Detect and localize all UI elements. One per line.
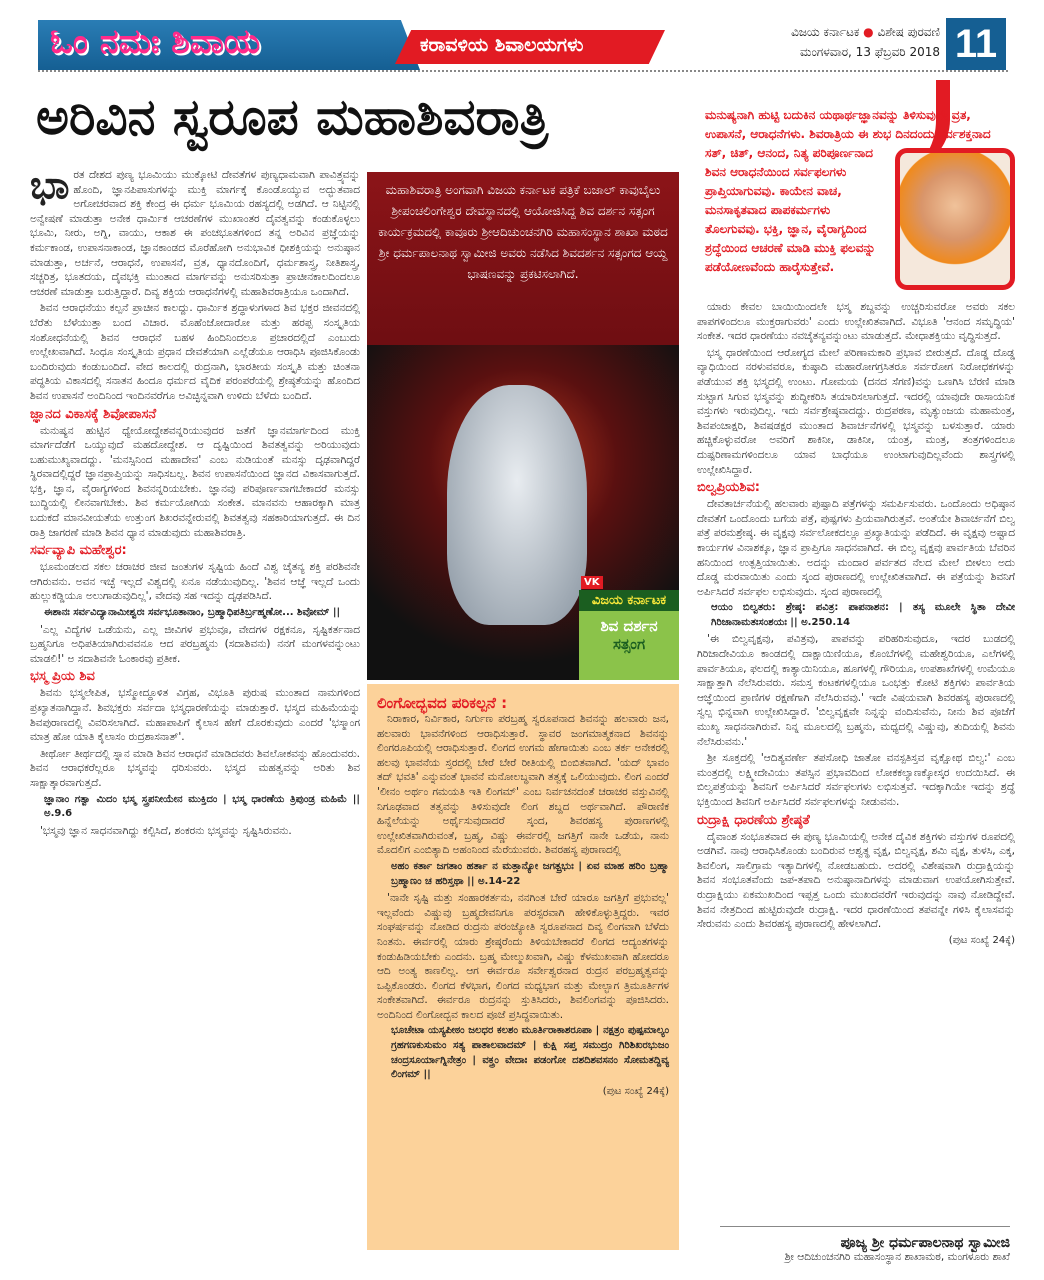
headline: ಅರಿವಿನ ಸ್ವರೂಪ ಮಹಾಶಿವರಾತ್ರಿ (36, 88, 549, 146)
left-column (30, 168, 360, 1278)
paragraph: ಭೂಮಂಡಲದ ಸಕಲ ಚರಾಚರ ಜೀವ ಜಂತುಗಳ ಸೃಷ್ಟಿಯ ಹಿಂದೆ ವಿಶ್ವ ಚೈತನ್ಯ ಶಕ್ತಿ ಪರಶಿವನೇ ಆಗಿರುವನು. ಅವನ ಇಚ್ಛೆ ಇಲ್ಲದೆ ವಿಶ್ವದಲ್ಲಿ ಏನೂ ನಡೆಯುವುದಿಲ್ಲ. 'ಶಿವನ ಆಜ್ಞೆ ಇಲ್ಲದೆ ಒಂದು ಹುಲ್ಲುಕಡ್ಡಿಯೂ ಅಲುಗಾಡುವುದಿಲ್ಲ', ವೇದವು ಸಹ ಇದನ್ನು ದೃಢಪಡಿಸಿದೆ. (30, 561, 360, 603)
page-number: 11 (946, 18, 1006, 70)
verse: ಜ್ಞಾನಾಂ ಗತ್ವಾ ಮಿದಂ ಭಸ್ಮ ಸ್ತ್ರಪನೀಯೇನ ಮುಕ್ತಿದಂ | ಭಸ್ಮ ಧಾರಣೆಯ ತ್ರಿಪುಂಡ್ರ ಮಹಿಮೆ || ಅ.9.6 (44, 793, 360, 820)
author-name: ಪೂಜ್ಯ ಶ್ರೀ ಧರ್ಮಪಾಲನಾಥ ಸ್ವಾಮೀಜಿ (840, 1235, 1010, 1251)
subheading: ಬಿಲ್ವಪ್ರಿಯಶಿವ: (697, 480, 760, 496)
verse: ಆಯಂ ಬಿಲ್ವತರು: ಶ್ರೇಷ್ಠ: ಪವಿತ್ರ: ಪಾಪನಾಶನ: | ತಸ್ಯ ಮೂಲೇ ಸ್ಥಿತಾ ದೇವೀ ಗಿರಿಜಾನಾಮತಃಸಂಶಯಃ || ಅ.250.14 (711, 602, 1015, 628)
paragraph: ತೀರ್ಥೋ ತೀರ್ಥದಲ್ಲಿ ಸ್ನಾನ ಮಾಡಿ ಶಿವನ ಆರಾಧನೆ ಮಾಡಿದವರು ಶಿವಲೋಕವನ್ನು ಹೊಂದುವರು. ಶಿವನ ಆರಾಧಕರೆಲ್ಲರೂ ಭಸ್ಮವನ್ನು ಧರಿಸುವರು. ಭಸ್ಮದ ಮಹತ್ವವನ್ನು ಅರಿತು ಶಿವ ಸಾಕ್ಷಾತ್ಕಾರವಾಗುತ್ತದೆ. (30, 747, 360, 789)
pull-quote: ಮನುಷ್ಯನಾಗಿ ಹುಟ್ಟಿ ಬದುಕಿನ ಯಥಾರ್ಥಜ್ಞಾನವನ್ನು ತಿಳಿಸುವುದೇ ವ್ರತ, ಉಪಾಸನೆ, ಆರಾಧನೆಗಳು. ಶಿವರಾತ್ರಿಯ ಈ ಶುಭ ದಿನದಂದು ಸರ್ವಶಕ್ತನಾದ ಸತ್, ಚಿತ್, ಆನಂದ, ನಿತ್ಯ ಪರಿಪೂರ್ಣನಾದ ಶಿವನ ಆರಾಧನೆಯಿಂದ ಸರ್ವಫಲಗಳು ಪ್ರಾಪ್ತಿಯಾಗುವವು. ಕಾಯೇನ ವಾಚ, ಮನಸಾಕೃತವಾದ ಪಾಪಕರ್ಮಗಳು ತೊಲಗುವವು. ಭಕ್ತಿ, ಜ್ಞಾನ, ವೈರಾಗ್ಯದಿಂದ ಶ್ರದ್ಧೆಯಿಂದ ಆಚರಣೆ ಮಾಡಿ ಮುಕ್ತಿ ಫಲವನ್ನು ಪಡೆಯೋಣವೆಂದು ಹಾರೈಸುತ್ತೇವೆ. (705, 108, 991, 274)
paragraph: ಶಿವನ ಆರಾಧನೆಯು ಕಲ್ಪನೆ ಪ್ರಾಚೀನ ಕಾಲದ್ದು. ಧಾರ್ಮಿಕ ಶ್ರದ್ಧಾಳುಗಳಾದ ಶಿವ ಭಕ್ತರ ಜೀವನದಲ್ಲಿ ಬೆರೆತು ಬೆಳೆಯುತ್ತಾ ಬಂದ ವಿಚಾರ. ಮೊಹೆಂಜೋದಾರೋ ಮತ್ತು ಹರಪ್ಪ ಸಂಸ್ಕೃತಿಯ ಸಂಶೋಧನೆಯಲ್ಲಿ ಶಿವನ ಆರಾಧನೆ ಬಹಳ ಹಿಂದಿನಿಂದಲೂ ಪ್ರಚಾರದಲ್ಲಿದೆ ಎಂಬುದು ಉಲ್ಲೇಖವಾಗಿದೆ. ಸಿಂಧೂ ಸಂಸ್ಕೃತಿಯ ಪ್ರಧಾನ ದೇವತೆಯಾಗಿ ಎಲ್ಲೆಡೆಯೂ ಆರಾಧಿಸಿ ಪೂಜಿಸಿಕೊಂಡು ಬಂದಿರುವುದು ಕಂಡುಬಂದಿದೆ. ವೇದ ಕಾಲದಲ್ಲಿ ರುದ್ರನಾಗಿ, ಭಾರತೀಯ ಸಂಸ್ಕೃತಿ ಮತ್ತು ಚಿಂತನಾ ಪದ್ಧತಿಯ ವಿಕಾಸದಲ್ಲಿ ಸನಾತನ ಹಿಂದೂ ಧರ್ಮದ ವೈದಿಕ ಪರಂಪರೆಯಲ್ಲಿ ಶ್ರೇಷ್ಠತೆಯನ್ನು ಹೊಂದಿದ ಶಿವನ ಉಪಾಸನೆ ಅಂದಿನಿಂದ ಇಂದಿನವರೆಗೂ ಅವಿಚ್ಛಿನ್ನವಾಗಿ ಉಳಿದು ಬೆಳೆದು ಬಂದಿದೆ. (30, 302, 360, 402)
author-signature (720, 1226, 1010, 1264)
issue-date: ಮಂಗಳವಾರ, 13 ಫೆಬ್ರವರಿ 2018 (800, 45, 940, 59)
shiva-darshana-logo (579, 577, 679, 680)
continued-note: (ಪುಟ ಸಂಖ್ಯೆ 24ಕ್ಕೆ) (948, 934, 1015, 946)
pull-quote-block (697, 106, 1015, 290)
paragraph: 'ಭಸ್ಮವು ಜ್ಞಾನ ಸಾಧನವಾಗಿದ್ದು ಕಲ್ಪಿಸಿದೆ, ಶಂಕರನು ಭಸ್ಮವನ್ನು ಸೃಷ್ಟಿಸಿರುವನು. (40, 824, 292, 837)
subheading: ಜ್ಞಾನದ ವಿಕಾಸಕ್ಕೆ ಶಿವೋಪಾಸನೆ (30, 406, 157, 422)
logo-line1: ಶಿವ ದರ್ಶನ (600, 617, 658, 635)
logo-brand: ವಿಜಯ ಕರ್ನಾಟಕ (579, 590, 679, 611)
author-affiliation: ಶ್ರೀ ಆದಿಚುಂಚನಗಿರಿ ಮಹಾಸಂಸ್ಥಾನ ಶಾಖಾಮಠ, ಮಂಗಳೂರು ಶಾಖೆ (784, 1251, 1010, 1263)
bullet-icon: ● (863, 25, 874, 39)
subheading: ಭಸ್ಮ ಪ್ರಿಯ ಶಿವ (30, 669, 95, 685)
subsection-title: ಕರಾವಳಿಯ ಶಿವಾಲಯಗಳು (420, 34, 584, 56)
right-section (697, 106, 1015, 1182)
right-column (697, 300, 1015, 950)
verse: ಭೂಚೇಟಾ ಯಸ್ಯಪೀಠಂ ಜಲಧರ ಕಲಶಂ ಮೂರ್ತಿರಾಕಾಶರೂಪಾ | ನಕ್ಷತ್ರಂ ಪುಷ್ಪಮಾಲ್ಯಂ ಗ್ರಹಗಣಕುಸುಮಂ ಸತ್ಯ ಪಾತಾಲವಾದಮ್ | ಕುಕ್ಷಿ ಸಪ್ತ ಸಮುದ್ರಂ ಗಿರಿಶಿಖರಭುಜಂ ಚಂದ್ರಸೂರ್ಯಾಗ್ನಿನೇತ್ರಂ | ವಕ್ತ್ರಂ ವೇದಾಃ ಪಡಂಗೋ ದಶದಿಶವಸನಂ ಸೋಮತದ್ದಿವ್ಯ ಲಿಂಗಮ್ || (391, 1025, 669, 1081)
box-heading: ಲಿಂಗೋದ್ಭವದ ಪರಿಕಲ್ಪನೆ : (377, 694, 508, 712)
header-divider (38, 70, 1008, 72)
intro-box: ಮಹಾಶಿವರಾತ್ರಿ ಅಂಗವಾಗಿ ವಿಜಯ ಕರ್ನಾಟಕ ಪತ್ರಿಕೆ ಬಜಾಲ್ ಕಾವುಬೈಲು ಶ್ರೀಪಂಚಲಿಂಗೇಶ್ವರ ದೇವಸ್ಥಾನದಲ್ಲಿ ಆಯೋಜಿಸಿದ್ದ ಶಿವ ದರ್ಶನ ಸತ್ಸಂಗ ಕಾರ್ಯಕ್ರಮದಲ್ಲಿ ಕಾವೂರು ಶ್ರೀಆದಿಚುಂಚನಗಿರಿ ಮಹಾಸಂಸ್ಥಾನ ಶಾಖಾ ಮಠದ ಶ್ರೀ ಧರ್ಮಪಾಲನಾಥ ಸ್ವಾಮೀಜಿ ಅವರು ನಡೆಸಿದ ಶಿವದರ್ಶನ ಸತ್ಸಂಗದ ಆಯ್ದ ಭಾಷಣವನ್ನು ಪ್ರಕಟಿಸಲಾಗಿದೆ. (367, 172, 679, 348)
continued-note: (ಪುಟ ಸಂಖ್ಯೆ 24ಕ್ಕೆ) (602, 1085, 669, 1097)
logo-line2: ಸತ್ಸಂಗ (612, 635, 646, 653)
verse: ಈಶಾನಃ ಸರ್ವವಿದ್ಯಾನಾಮೀಶ್ವರಃ ಸರ್ವಭೂತಾನಾಂ, ಬ್ರಹ್ಮಾಧಿಪತಿರ್ಬ್ರಹ್ಮಣೋ... ಶಿವೋಮ್ || (44, 607, 341, 619)
swamiji-photo (895, 148, 1015, 290)
paragraph: ದೇವತಾರ್ಚನೆಯಲ್ಲಿ ಹಲವಾರು ಪುಷ್ಪಾದಿ ಪತ್ರೆಗಳನ್ನು ಸಮರ್ಪಿಸುವರು. ಒಂದೊಂದು ಅಧಿಷ್ಠಾನ ದೇವತೆಗೆ ಒಂದೊಂದು ಬಗೆಯ ಪತ್ರೆ, ಪುಷ್ಪಗಳು ಪ್ರಿಯವಾಗಿರುತ್ತವೆ. ಅಂತೆಯೇ ಶಿವಾರ್ಚನೆಗೆ ಬಿಲ್ವ ಪತ್ರೆ ಪರಮಶ್ರೇಷ್ಠ. ಈ ವೃಕ್ಷವು ಸರ್ವಲೋಕದಲ್ಲೂ ಪ್ರಖ್ಯಾತಿಯನ್ನು ಪಡೆದಿದೆ. ಈ ವೃಕ್ಷವು ಅಷ್ಟಾದ ಕಾರ್ಯಗಳ ವಿನಾಶಕ್ಕೂ, ಜ್ಞಾನ ಪ್ರಾಪ್ತಿಗೂ ಸಾಧನವಾಗಿದೆ. ಈ ಬಿಲ್ವ ವೃಕ್ಷವು ಪಾರ್ವತಿಯ ಬೆವರಿನ ಹನಿಯಿಂದ ಉತ್ಪತ್ತಿಯಾಯಿತು. ಅದನ್ನು ಮಂದಾರ ಪರ್ವತದ ನೆಲದ ಮೇಲೆ ಬೀಳಲು ಅದು ದೊಡ್ಡ ಮರವಾಯಿತು ಎಂದು ಸ್ಕಂದ ಪುರಾಣದಲ್ಲಿ ಉಲ್ಲೇಖಿತವಾಗಿದೆ. ಈ ಪತ್ರೆಯನ್ನು ಶಿವನಿಗೆ ಅರ್ಪಿಸಿದರೆ ಸರ್ವಫಲ ಲಭಿಸುವುದು. ಸ್ಕಂದ ಪುರಾಣದಲ್ಲಿ (697, 498, 1015, 598)
subheading: ರುದ್ರಾಕ್ಷಿ ಧಾರಣೆಯ ಶ್ರೇಷ್ಠತೆ (697, 812, 810, 828)
paragraph: 'ಎಲ್ಲ ವಿದ್ಯೆಗಳ ಒಡೆಯನು, ಎಲ್ಲ ಜೀವಿಗಳ ಪ್ರಭುವೂ, ವೇದಗಳ ರಕ್ಷಕನೂ, ಸೃಷ್ಟಿಕರ್ತನಾದ ಬ್ರಹ್ಮನಿಗೂ ಅಧಿಪತಿಯಾಗಿರುವವನೂ ಆದ ಪರಬ್ರಹ್ಮನು (ಸದಾಶಿವನು) ನನಗೆ ಮಂಗಳವನ್ನುಂಟು ಮಾಡಲಿ!' ಅ ಸದಾಶಿವನೇ ಓಂಕಾರವು ಪ್ರತೀಕ. (30, 623, 360, 665)
subheading: ಸರ್ವವ್ಯಾಪಿ ಮಹೇಶ್ವರ: (30, 543, 127, 559)
section-title: ಓಂ ನಮಃ ಶಿವಾಯ (50, 22, 261, 62)
shiva-figure (447, 385, 587, 625)
paragraph: ನಿರಾಕಾರ, ನಿರ್ವಿಕಾರ, ನಿರ್ಗುಣ ಪರಬ್ರಹ್ಮ ಸ್ವರೂಪನಾದ ಶಿವನನ್ನು ಹಲವಾರು ಜನ, ಹಲವಾರು ಭಾವನೆಗಳಿಂದ ಆರಾಧಿಸುತ್ತಾರೆ. ಸ್ಥಾವರ ಜಂಗಮಾತ್ಮಕನಾದ ಶಿವನನ್ನು ಲಿಂಗರೂಪಿಯಲ್ಲಿ ಆರಾಧಿಸುತ್ತಾರೆ. ಲಿಂಗದ ಉಗಮ ಹೇಗಾಯಿತು ಎಂಬ ತರ್ಕ ಅನೇಕರಲ್ಲಿ ಹಲವು ಭಾವನೆಯ ಸ್ತರದಲ್ಲಿ ಬೇರೆ ಬೇರೆ ರೀತಿಯಲ್ಲಿ ಬಿಂಬಿತವಾಗಿದೆ. 'ಯದ್ ಭಾವಂ ತದ್ ಭವತಿ' ಎನ್ನುವಂತೆ ಭಾವನೆ ಮನೋಲಬ್ಧವಾಗಿ ತತ್ವಕ್ಕೆ ಒಲಿಯುವುದು. ಲಿಂಗ ಎಂದರೆ 'ಲೀನಂ ಅರ್ಥಂ ಗಮಯತಿ ಇತಿ ಲಿಂಗಮ್' ಎಂಬ ನಿರ್ವಚನದಂತೆ ಚರಾಚರ ವಸ್ತುವಿನಲ್ಲಿ ನಿಗೂಢವಾದ ತತ್ವವನ್ನು ತಿಳಿಸುವುದೇ ಲಿಂಗ ಶಬ್ದದ ಅರ್ಥವಾಗಿದೆ. ಪೌರಾಣಿಕ ಹಿನ್ನೆಲೆಯನ್ನು ಅರ್ಥೈಸುವುದಾದರೆ ಸ್ಕಂದ, ಶಿವರಹಸ್ಯ ಪುರಾಣಗಳಲ್ಲಿ ಉಲ್ಲೇಖಿತವಾಗಿರುವಂತೆ, ಬ್ರಹ್ಮ, ವಿಷ್ಣು ಈರ್ವರಲ್ಲಿ ಜಗತ್ತಿಗೆ ನಾನೇ ಒಡೆಯ, ನಾನು ಮೊದಲಿಗ ಎಂಬಿತ್ಯಾದಿ ಅಹಂನಿಂದ ಮೆರೆಯುವರು. ಶಿವರಹಸ್ಯ ಪುರಾಣದಲ್ಲಿ (377, 713, 669, 857)
paragraph: ಶಿವನು ಭಸ್ಮಲೇಪಿತ, ಭಸ್ಮೋದ್ಧೂಳಿತ ವಿಗ್ರಹ, ವಿಭೂತಿ ಪುರುಷ ಮುಂತಾದ ನಾಮಗಳಿಂದ ಪ್ರಖ್ಯಾತನಾಗಿದ್ದಾನೆ. ಶಿವಭಕ್ತರು ಸರ್ವದಾ ಭಸ್ಮಧಾರಣೆಯನ್ನು ಮಾಡುತ್ತಾರೆ. ಭಸ್ಮದ ಮಹಿಮೆಯನ್ನು ಶಿವಪುರಾಣದಲ್ಲಿ ವಿವರಿಸಲಾಗಿದೆ. ಮಹಾಪಾಪಿಗೆ ಕೈಲಾಸ ಹೇಗೆ ದೊರಕುವುದು ಎಂದರೆ 'ಭಸ್ಮಾಂಗ ಮಾತ್ರ ಹೋ ಯಾತಿ ಕೈಲಾಸಂ ರುದ್ರಶಾಸನಾತ್'. (30, 687, 360, 744)
paragraph: 'ನಾನೇ ಸೃಷ್ಟಿ ಮತ್ತು ಸಂಹಾರಕರ್ತನು, ನನಗಿಂತ ಬೇರೆ ಯಾರೂ ಜಗತ್ತಿಗೆ ಪ್ರಭುವಲ್ಲ' ಇಲ್ಲವೆಂದು ವಿಷ್ಣುವು ಬ್ರಹ್ಮದೇವನಿಗೂ ಪರಸ್ಪರವಾಗಿ ಹೇಳಿಕೊಳ್ಳುತ್ತಿದ್ದರು. ಇವರ ಸಂಘರ್ಷವನ್ನು ನೋಡಿದ ರುದ್ರನು ಪರಂಜ್ಯೋತಿ ಸ್ವರೂಪನಾದ ದಿವ್ಯ ಲಿಂಗವಾಗಿ ಬೆಳೆದು ನಿಂತನು. ಈರ್ವರಲ್ಲಿ ಯಾರು ಶ್ರೇಷ್ಠರೆಂದು ತಿಳಿಯಬೇಕಾದರೆ ಲಿಂಗದ ಆದ್ಯಂತಗಳನ್ನು ಕಂಡುಹಿಡಿಯಬೇಕು ಎಂದನು. ಬ್ರಹ್ಮ ಮೇಲ್ಮುಖವಾಗಿ, ವಿಷ್ಣು ಕೆಳಮುಖವಾಗಿ ಹೋದರೂ ಆದಿ ಅಂತ್ಯ ಕಾಣಲಿಲ್ಲ. ಆಗ ಈರ್ವರೂ ಸರ್ವೇಶ್ವರನಾದ ರುದ್ರನ ಪರಬ್ರಹ್ಮತ್ವವನ್ನು ಒಪ್ಪಿಕೊಂಡರು. ಲಿಂಗದ ಕೆಳಭಾಗ, ಲಿಂಗದ ಮಧ್ಯಭಾಗ ಮತ್ತು ಮೇಲ್ಭಾಗ ತ್ರಿಮೂರ್ತಿಗಳ ಸಂಕೇತವಾಗಿದೆ. ಈರ್ವರೂ ರುದ್ರನನ್ನು ಸ್ತುತಿಸಿದರು, ಶಿವಲಿಂಗವನ್ನು ಪೂಜಿಸಿದರು. ಅಂದಿನಿಂದ ಲಿಂಗೋದ್ಭವ ಕಾಲದ ಪೂಜೆ ಪ್ರಸಿದ್ಧವಾಯಿತು. (377, 892, 669, 1021)
paragraph: ಯಾರು ಕೇವಲ ಬಾಯಿಯಿಂದಲೇ ಭಸ್ಮ ಶಬ್ದವನ್ನು ಉಚ್ಚರಿಸುವರೋ ಅವರು ಸಕಲ ಪಾಪಗಳಿಂದಲೂ ಮುಕ್ತರಾಗುವರು' ಎಂದು ಉಲ್ಲೇಖಿತವಾಗಿದೆ. ವಿಭೂತಿ 'ಆನಂದ ಸಮೃದ್ಧಿಯ' ಸಂಕೇತ. ಇದರ ಧಾರಣೆಯು ನವಚೈತನ್ಯವನ್ನುಂಟು ಮಾಡುತ್ತದೆ. ಮೇಧಾಶಕ್ತಿಯು ವೃದ್ಧಿಸುತ್ತದೆ. (697, 301, 1015, 343)
paragraph: ದೈವಾಂಶ ಸಂಭೂತವಾದ ಈ ಪುಣ್ಯ ಭೂಮಿಯಲ್ಲಿ ಅನೇಕ ದೈವಿಕ ಶಕ್ತಿಗಳು ವಸ್ತುಗಳ ರೂಪದಲ್ಲಿ ಅಡಗಿವೆ. ನಾವು ಆರಾಧಿಸಿಕೊಂಡು ಬಂದಿರುವ ಅಶ್ವತ್ಥ ವೃಕ್ಷ, ಬಿಲ್ವವೃಕ್ಷ, ಶಮಿ ವೃಕ್ಷ, ತುಳಸಿ, ಎಕ್ಕ, ಶಿವಲಿಂಗ, ಸಾಲಿಗ್ರಾಮ ಇತ್ಯಾದಿಗಳಲ್ಲಿ ನೋಡಬಹುದು. ಅದರಲ್ಲಿ ವಿಶೇಷವಾಗಿ ರುದ್ರಾಕ್ಷಿಯನ್ನು ಶಿವನ ಸಂಭೂತವೆಂದು ಜಪ-ತಪಾದಿ ಅನುಷ್ಠಾನಾದಿಗಳನ್ನು ಮಾಡುವಾಗ ಉಪಯೋಗಿಸುತ್ತೇವೆ. ರುದ್ರಾಕ್ಷಿಯು ಏಕಮುಖದಿಂದ ಇಪ್ಪತ್ತ ಒಂದು ಮುಖದವರೆಗೆ ಇರುವುದನ್ನು ನಾವು ನೋಡಿದ್ದೇವೆ. ಶಿವನ ನೇತ್ರದಿಂದ ಹುಟ್ಟಿರುವುದೇ ರುದ್ರಾಕ್ಷಿ. ಇದರ ಧಾರಣೆಯಿಂದ ತಪವನ್ನೇ ಗಳಿಸಿ ಕೈಲಾಸವನ್ನು ಸೇರುವನು ಎಂದು ಶಿವರಹಸ್ಯ ಪುರಾಣದಲ್ಲಿ ಹೇಳಲಾಗಿದೆ. (697, 830, 1015, 931)
shiva-image (367, 345, 679, 680)
edition-name: ವಿಶೇಷ ಪುರವಣಿ (877, 25, 940, 39)
verse: ಅಹಂ ಕರ್ತಾ ಜಗತಾಂ ಹರ್ತಾ ನ ಮತ್ತಾನ್ಯೋ ಜಗತ್ಪ್ರಭುಃ | ಏವ ಮಾಹ ಹರಿಂ ಬ್ರಹ್ಮಾ ಬ್ರಹ್ಮಾಣಂ ಚ ಹರಿಸ್ತಥಾ || ಅ.14-22 (391, 860, 669, 887)
paragraph: ಶ್ರೀ ಸೂಕ್ತದಲ್ಲಿ 'ಆದಿತ್ಯವರ್ಣೇ ತಪಸೋಧಿ ಜಾತೋ ವನಸ್ಪತಿಸ್ತವ ವೃಕ್ಷೋಥ ಬಿಲ್ವ:' ಎಂಬ ಮಂತ್ರದಲ್ಲಿ ಲಕ್ಷ್ಮೀದೇವಿಯು ತಪಸ್ಸಿನ ಪ್ರಭಾವದಿಂದ ಲೋಕಕಲ್ಯಾಣಕ್ಕೋಸ್ಕರ ಉದಯಿಸಿದೆ. ಈ ಬಿಲ್ವಪತ್ರೆಯನ್ನು ಶಿವನಿಗೆ ಅರ್ಪಿಸಿದರೆ ಸರ್ವಫಲಗಳು ಲಭಿಸುತ್ತವೆ. ಇದಕ್ಕಾಗಿಯೇ ಇದನ್ನು ಶ್ರದ್ಧೆ ಭಕ್ತಿಯಿಂದ ಶಿವನಿಗೆ ಅರ್ಪಿಸಿದರೆ ಸರ್ವಫಲಗಳನ್ನು ನೀಡುವನು. (697, 752, 1015, 808)
publication-name: ವಿಜಯ ಕರ್ನಾಟಕ (791, 25, 860, 39)
lingodbhava-box (367, 684, 679, 1250)
paragraph: ಮನುಷ್ಯನ ಹುಟ್ಟಿನ ಧ್ಯೇಯೋದ್ದೇಶವನ್ನರಿಯುವುದರ ಜತೆಗೆ ಜ್ಞಾನಮಾರ್ಗದಿಂದ ಮುಕ್ತಿ ಮಾರ್ಗದೆಡೆಗೆ ಒಯ್ಯುವುದೆ ಮಹದೋದ್ದೇಶ. ಆ ದೃಷ್ಟಿಯಿಂದ ಶಿವತತ್ವವನ್ನು ಅರಿಯುವುದು ಬಹುಮುಖ್ಯವಾದದ್ದು. 'ಮನಸ್ಸಿನಿಂದ ಮಹಾದೇವ' ಎಂಬ ನುಡಿಯಂತೆ ಮನಸ್ಸು ದೃಢವಾಗಿದ್ದರೆ ಸ್ಥಿರವಾದಲ್ಲಿದ್ದರೆ ಜ್ಞಾನಪ್ರಾಪ್ತಿಯನ್ನು ಸಾಧಿಸಬಲ್ಲ. ಶಿವನ ಉಪಾಸನೆಯಿಂದ ಜ್ಞಾನದ ವಿಕಾಸವಾಗುತ್ತದೆ. ಭಕ್ತಿ, ಜ್ಞಾನ, ವೈರಾಗ್ಯಗಳಿಂದ ಶಿವನನ್ನರಿಯಬೇಕು. ಜ್ಞಾನವು ಪರಿಪೂರ್ಣವಾಗಬೇಕಾದರೆ ಮನಸ್ಸು ಬುದ್ಧಿಯಲ್ಲಿ ಲೀನವಾಗಬೇಕು. ಶಿವ ಕರ್ಮಯೋಗಿಯ ಸಂಕೇತ. ಮಾನವನು ಆಹಾರಕ್ಕಾಗಿ ಮಾತ್ರ ಬದುಕದೆ ಮಾನವೀಯತೆಯ ಉತ್ತುಂಗ ಶಿಖರವನ್ನೇರುವಲ್ಲಿ ಶಿವತತ್ವವು ಸಹಕಾರಿಯಾಗುತ್ತದೆ. ಈ ದಿನ ರಾತ್ರಿ ಜಾಗರಣೆ ಮಾಡಿ ಶಿವನ ಧ್ಯಾನ ಮಾಡುವುದು ಮಹಾಶಿವರಾತ್ರಿ. (30, 424, 360, 539)
logo-badge: VK (581, 576, 603, 589)
paragraph: ರತ ದೇಶದ ಪುಣ್ಯ ಭೂಮಿಯು ಮುಕ್ಕೋಟಿ ದೇವತೆಗಳ ಪುಣ್ಯಧಾಮವಾಗಿ ಪಾವಿತ್ರ್ಯವನ್ನು ಹೊಂದಿ, ಜ್ಞಾನಪಿಪಾಸುಗಳನ್ನು ಮುಕ್ತಿ ಮಾರ್ಗಕ್ಕೆ ಕೊಂಡೊಯ್ಯುವ ಅದ್ಭುತವಾದ ಅಗೋಚರವಾದ ಶಕ್ತಿ ಕೇಂದ್ರ ಈ ಧರ್ಮ ಭೂಮಿಯ ರಹಸ್ಯದಲ್ಲಿ ಅಡಗಿದೆ. ಆ ನಿಟ್ಟಿನಲ್ಲಿ ಅನ್ವೇಷಣೆ ಮಾಡುತ್ತಾ ಅನೇಕ ಧಾರ್ಮಿಕ ಆಚರಣೆಗಳ ಮುಖಾಂತರ ದೈವತ್ವವನ್ನು ಕಂಡುಕೊಳ್ಳಲು ಭೂಮಿ, ನೀರು, ಅಗ್ನಿ, ವಾಯು, ಆಕಾಶ ಈ ಪಂಚಭೂತಗಳಿಂದ ತನ್ನ ಅರಿವಿನ ಪ್ರಜ್ಞೆಯನ್ನು ಕರ್ಮಕಾಂಡ, ಉಪಾಸನಾಕಾಂಡ, ಜ್ಞಾನಕಾಂಡದ ಮೊರೆಹೋಗಿ ಅನುಭಾವಿಕ ಧೀಶಕ್ತಿಯನ್ನು ಅನುಷ್ಠಾನ ಮಾಡುತ್ತಾ, ಅರ್ಚನೆ, ಆರಾಧನೆ, ಉಪಾಸನೆ, ವ್ರತ, ಧ್ಯಾನದೊಂದಿಗೆ, ಧರ್ಮಶಾಸ್ತ್ರ, ನೀತಿಶಾಸ್ತ್ರ, ಸಚ್ಚರಿತ್ರ, ಭೂತದಯ, ದೈವಭಕ್ತಿ ಮುಂತಾದ ಮಾರ್ಗವನ್ನು ಅನುಸರಿಸುತ್ತಾ ಪ್ರಾಚೀನಕಾಲದಿಂದಲೂ ಆಚರಣೆ ಮಾಡುತ್ತಾ ಬರುತ್ತಿದ್ದಾರೆ. ದಿವ್ಯ ಶಕ್ತಿಯ ಆರಾಧನೆಗಳಲ್ಲಿ ಮಹಾಶಿವರಾತ್ರಿಯೂ ಒಂದಾಗಿದೆ. (30, 169, 360, 298)
paragraph: 'ಈ ಬಿಲ್ವವೃಕ್ಷವು, ಪವಿತ್ರವು, ಪಾಪವನ್ನು ಪರಿಹರಿಸುವುದೂ, ಇದರ ಬುಡದಲ್ಲಿ ಗಿರಿಜಾದೇವಿಯೂ ಕಾಂಡದಲ್ಲಿ ದಾಕ್ಷಾಯಿಣಿಯೂ, ಕೊಂಬೆಗಳಲ್ಲಿ ಮಹೇಶ್ವರಿಯೂ, ಎಲೆಗಳಲ್ಲಿ ಪಾರ್ವತಿಯೂ, ಫಲದಲ್ಲಿ ಕಾತ್ಯಾಯಿನಿಯೂ, ಹೂಗಳಲ್ಲಿ ಗೌರಿಯೂ, ಉಪಶಾಖೆಗಳಲ್ಲಿ ಉಮೆಯೂ ಸಾಕ್ಷಾತ್ತಾಗಿ ನೆಲೆಸಿರುವರು. ಸಮಸ್ತ ಕಂಟಕಗಳಲ್ಲಿಯೂ ಒಂಭತ್ತು ಕೋಟಿ ಶಕ್ತಿಗಳು ಪಾರ್ವತಿಯ ಆಜ್ಞೆಯಿಂದ ಪ್ರಾಣಿಗಳ ರಕ್ಷಣೆಗಾಗಿ ನೆಲೆಸಿರುವವು.' ಇದೇ ವಿಷಯವಾಗಿ ಶಿವರಹಸ್ಯ ಪುರಾಣದಲ್ಲಿ ಸ್ವಲ್ಪ ಭಿನ್ನವಾಗಿ ಉಲ್ಲೇಖಿಸಿದ್ದಾರೆ. 'ಬಿಲ್ವವೃಕ್ಷವೇ ನಿನ್ನನ್ನು ವಂದಿಸುವೆನು, ನೀನು ಶಿವ ಪೂಜೆಗೆ ಮುಖ್ಯ ಸಾಧನನಾಗಿರುವೆ. ನಿನ್ನ ಮೂಲದಲ್ಲಿ ಬ್ರಹ್ಮನು, ಮಧ್ಯದಲ್ಲಿ ವಿಷ್ಣುವು, ತುದಿಯಲ್ಲಿ ಶಿವನು ನೆಲೆಸಿರುವನು.' (697, 633, 1015, 748)
publication-info (740, 22, 940, 62)
drop-cap: ಭಾ (30, 168, 70, 207)
paragraph: ಭಸ್ಮ ಧಾರಣೆಯಿಂದ ಆರೋಗ್ಯದ ಮೇಲೆ ಪರಿಣಾಮಕಾರಿ ಪ್ರಭಾವ ಬೀರುತ್ತದೆ. ದೊಡ್ಡ ದೊಡ್ಡ ವ್ಯಾಧಿಯಿಂದ ನರಳುವವರೂ, ಕುಷ್ಠಾದಿ ಮಹಾರೋಗಗ್ರಸಿತರೂ ಸರ್ವರೋಗ ನಿರೋಧಕಗಳನ್ನು ಪಡೆಯುವ ಶಕ್ತಿ ಭಸ್ಮದಲ್ಲಿ ಉಂಟು. ಗೋಮಯ (ದನದ ಸೆಗಣಿ)ವನ್ನು ಒಣಗಿಸಿ ಬೆರಣಿ ಮಾಡಿ ಸುಟ್ಟಾಗ ಸಿಗುವ ಭಸ್ಮವನ್ನು ಶುದ್ಧೀಕರಿಸಿ ತಯಾರಿಸಲಾಗುತ್ತದೆ. ಇದರಲ್ಲಿ ಯಾವುದೇ ರಾಸಾಯನಿಕ ವಸ್ತುಗಳು ಇರುವುದಿಲ್ಲ. ಇದು ಸರ್ವಶ್ರೇಷ್ಠವಾದದ್ದು. ರುದ್ರಪಠಣ, ಮೃತ್ಯುಂಜಯ ಮಹಾಮಂತ್ರ, ಶಿವಪಂಚಾಕ್ಷರಿ, ಶಿವಷಡಕ್ಷರ ಮುಂತಾದ ಶಿವಾರ್ಚನೆಗಳಲ್ಲಿ ಭಸ್ಮವನ್ನು ಬಳಸುತ್ತಾರೆ. ಯಾರು ಹಚ್ಚಿಕೊಳ್ಳುವರೋ ಅವರಿಗೆ ಶಾಕಿನೀ, ಡಾಕಿನೀ, ಯಂತ್ರ, ಮಂತ್ರ, ತಂತ್ರಗಳಿಂದಲೂ ದುಷ್ಪರಿಣಾಮಗಳಿಂದಲೂ ಯಾವ ಬಾಧೆಯೂ ಉಂಟಾಗುವುದಿಲ್ಲವೆಂದು ಶಾಸ್ತ್ರಗಳಲ್ಲಿ ಉಲ್ಲೇಖಿಸಿದ್ದಾರೆ. (697, 346, 1015, 476)
